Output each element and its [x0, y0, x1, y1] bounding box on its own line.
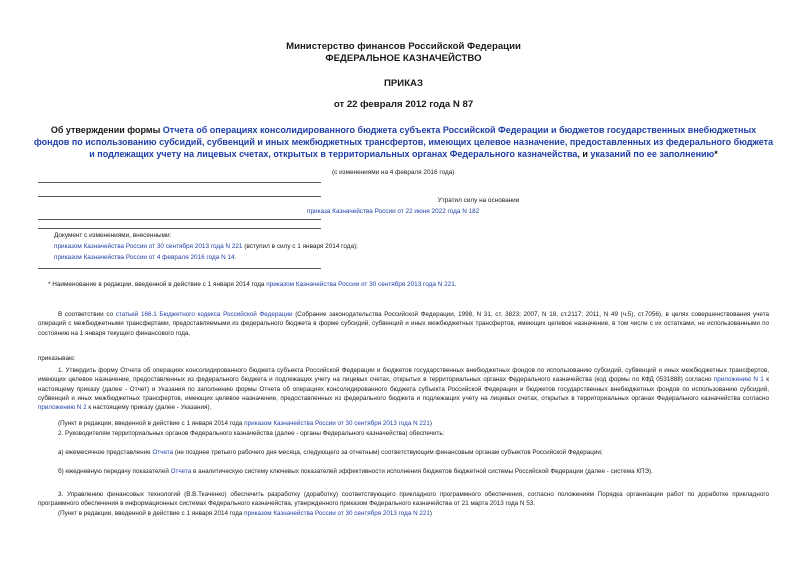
- lost-force-text: Утратил силу на основании: [437, 197, 520, 204]
- report-link[interactable]: Отчета: [152, 449, 174, 456]
- footnote-link[interactable]: приказом Казначейства России от 30 сентября 2013 года N 221: [266, 281, 455, 288]
- document-title: [32, 124, 775, 160]
- amendments-heading: Документ с изменениями, внесенными:: [54, 232, 172, 239]
- title-suffix: *: [714, 149, 718, 159]
- amendment-link-2016[interactable]: приказом Казначейства России от 4 февраля 2016 года N 14: [54, 254, 235, 261]
- intro-paragraph: В соответствии со статьей 166.1 Бюджетного кодекса Российской Федерации (Собрание законодательства Российской Федерации, 1998, N 31, ст. 3823; 2007, N 18, ст.2117; 2011, N 49 (ч.5), ст.7056), в целях совершенствования учета операций с межбюджетными трансфертами, предоставляемыми из федерального бюджета в форме субсидий, субвенций и иных межбюджетных трансфертов, имеющих целевое назначение, в том числе с их остатками, не использованными по состоянию на 1 января текущего финансового года,: [38, 311, 770, 337]
- title-prefix: Об утверждении формы: [50, 125, 163, 135]
- lost-force-line: [307, 207, 479, 216]
- lost-force-link[interactable]: приказа Казначейства России от 22 июня 2022 года N 182: [307, 208, 480, 215]
- changes-note: (с изменениями на 4 февраля 2016 года): [332, 169, 455, 176]
- ministry-name: Министерство финансов Российской Федерации: [286, 41, 521, 52]
- appendix-1-link[interactable]: приложению N 1: [713, 376, 764, 384]
- paragraph-3-note: (Пункт в редакции, введенной в действие с 1 января 2014 года приказом Казначейства России от 30 сентября 2013 года N 221): [58, 510, 433, 517]
- budget-code-link[interactable]: статьей 166.1 Бюджетного кодекса Российской Федерации: [115, 311, 293, 318]
- divider: [38, 182, 321, 183]
- appendix-2-link[interactable]: приложению N 2: [38, 404, 87, 412]
- agency-name: ФЕДЕРАЛЬНОЕ КАЗНАЧЕЙСТВО: [325, 53, 482, 64]
- footnote: * Наименование в редакции, введенной в действие с 1 января 2014 года приказом Казначейства России от 30 сентября 2013 года N 221.: [48, 281, 457, 288]
- divider: [38, 268, 321, 269]
- divider: [38, 219, 321, 220]
- amendment-item: приказом Казначейства России от 30 сентября 2013 года N 221 (вступил в силу с 1 января 2014 года);: [54, 243, 358, 250]
- title-middle: , и: [577, 149, 591, 159]
- note-link[interactable]: приказом Казначейства России от 30 сентября 2013 года N 221: [244, 510, 430, 517]
- document-type: ПРИКАЗ: [384, 78, 423, 89]
- divider: [38, 228, 321, 229]
- order-word: приказываю:: [38, 355, 76, 362]
- report-form-link[interactable]: Отчета об операциях консолидированного бюджета субъекта Российской Федерации и бюджетов государственных внебюджетных фондов по использованию субсидий, субвенций и иных межбюджетных трансфертов, имеющих целевое назначение, предоставленных из федерального бюджета и подлежащих учету на лицевых счетах, открытых в территориальных органах Федерального казначейства: [33, 125, 774, 159]
- paragraph-1: 1. Утвердить форму Отчета об операциях консолидированного бюджета субъекта Российской Федерации и бюджетов государственных внебюджетных фондов по использованию субсидий, субвенций и иных межбюджетных трансфертов, имеющих целевое назначение, предоставленных из федерального бюджета и подлежащих учету на лицевых счетах, открытых в территориальных органах Федерального казначейства (код формы по КФД 0531888) согласно приложению N 1 к настоящему приказу (далее - Отчет) и Указания по заполнению формы Отчета об операциях консолидированного бюджета субъекта Российской Федерации и бюджетов государственных внебюджетных фондов по использованию субсидий, субвенций и иных межбюджетных трансфертов, имеющих целевое назначение, предоставленных из федерального бюджета и подлежащих учету на лицевых счетах, открытых в территориальных органах Федерального казначейства согласно приложению N 2 к настоящему приказу (далее - Указания).: [38, 367, 769, 412]
- report-link[interactable]: Отчета: [170, 468, 192, 475]
- amendment-link-2013[interactable]: приказом Казначейства России от 30 сентября 2013 года N 221: [54, 243, 243, 250]
- paragraph-2b: б) ежедневную передачу показателей Отчета в аналитическую систему ключевых показателей эффективности исполнения бюджетов бюджетной системы Российской Федерации (далее - система КПЭ).: [58, 468, 653, 475]
- paragraph-2: 2. Руководителям территориальных органов Федерального казначейства (далее - органы Федерального казначейства) обеспечить:: [58, 430, 445, 437]
- paragraph-1-note: (Пункт в редакции, введенной в действие с 1 января 2014 года приказом Казначейства России от 30 сентября 2013 года N 221): [58, 420, 433, 427]
- note-link[interactable]: приказом Казначейства России от 30 сентября 2013 года N 221: [244, 420, 430, 427]
- paragraph-3: 3. Управлению финансовых технологий (В.В.Ткаченко) обеспечить разработку (доработку) соответствующего прикладного программного обеспечения, согласно положениям Порядка организации работ по доработке прикладного программного обеспечения в информационных системах Федерального казначейства, утвержденного приказом Федерального казначейства от 21 марта 2013 года N 53.: [38, 491, 769, 508]
- instructions-link[interactable]: указаний по ее заполнению: [590, 149, 715, 159]
- paragraph-2a: а) ежемесячное представление Отчета (не позднее третьего рабочего дня месяца, следующего за отчетным) соответствующим финансовым органам субъектов Российской Федерации;: [58, 449, 603, 456]
- document-date: от 22 февраля 2012 года N 87: [333, 99, 474, 110]
- amendment-item: приказом Казначейства России от 4 февраля 2016 года N 14.: [54, 254, 237, 261]
